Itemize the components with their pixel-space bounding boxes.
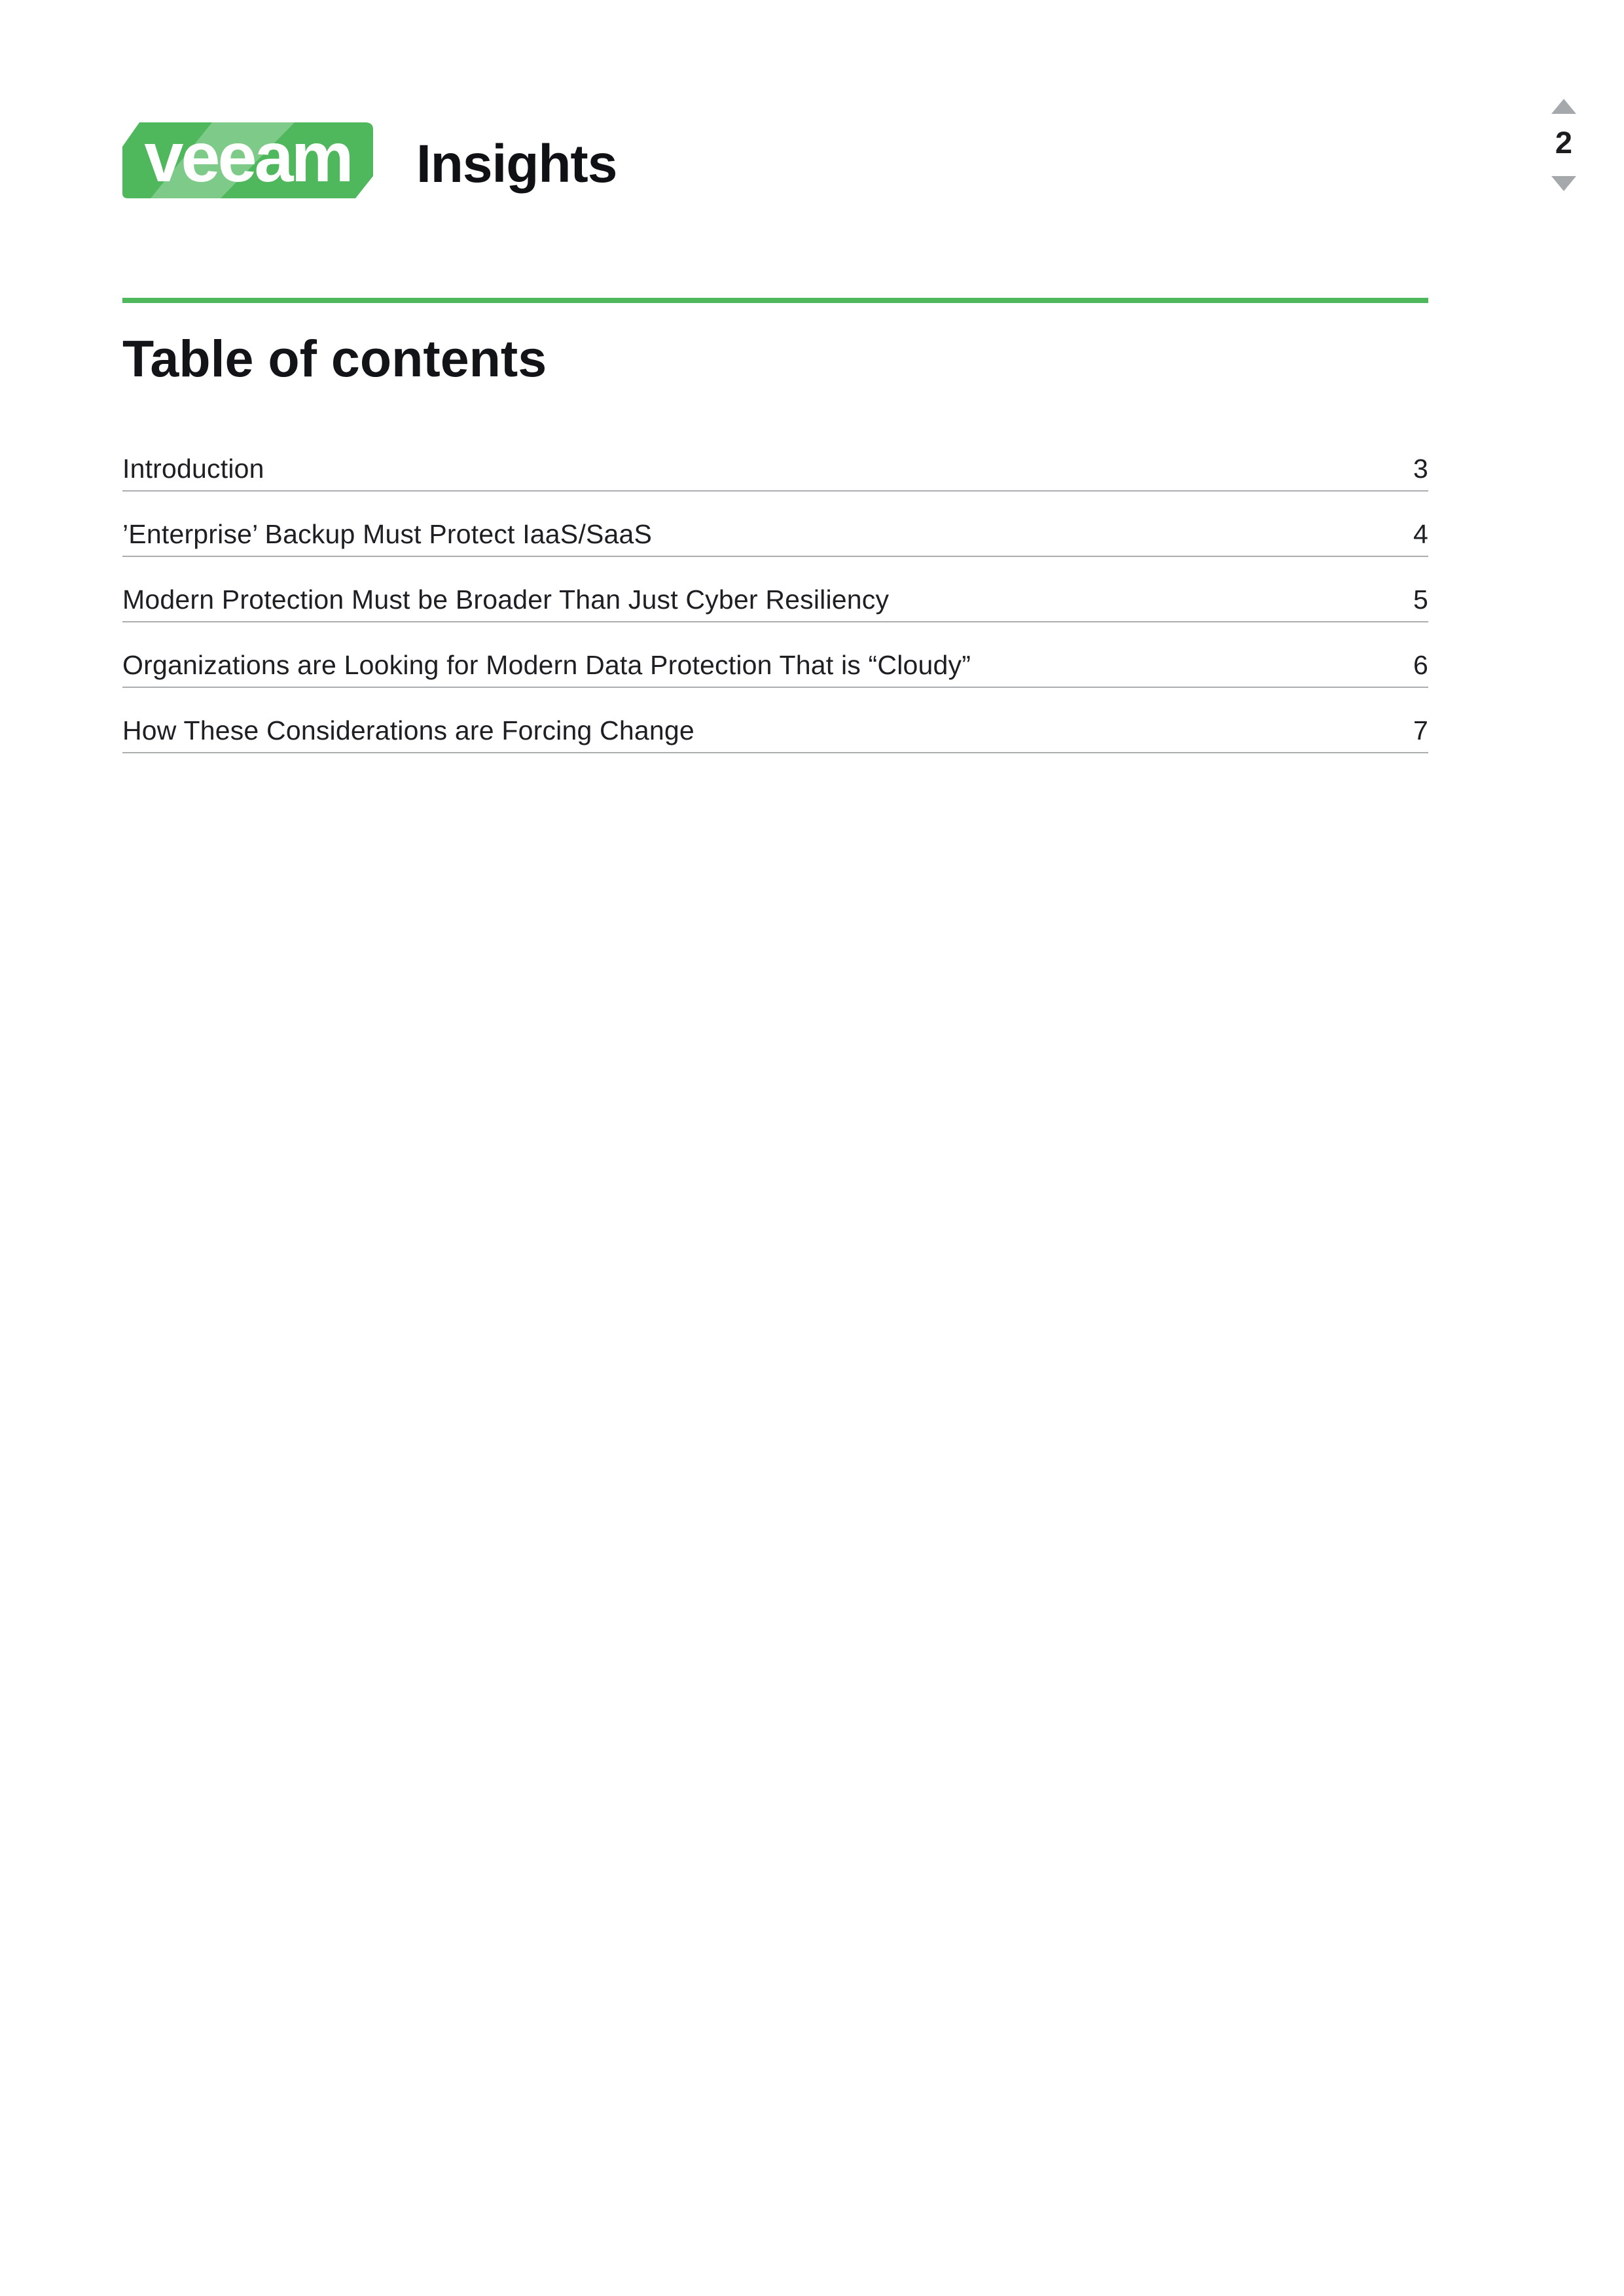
toc-divider [122, 490, 1428, 492]
toc-entry[interactable] [122, 517, 1428, 551]
toc-entry-label: Introduction [122, 453, 264, 484]
veeam-logo-wordmark: veeam [144, 117, 352, 196]
toc-entry-page-number: 7 [1413, 715, 1428, 745]
toc-divider [122, 556, 1428, 557]
toc-entry[interactable] [122, 713, 1428, 747]
toc-entry-label: Organizations are Looking for Modern Data Protection That is “Cloudy” [122, 649, 971, 680]
page-title: Table of contents [122, 329, 547, 387]
toc-entry-page-number: 4 [1413, 518, 1428, 549]
toc-entry-label: Modern Protection Must be Broader Than Just Cyber Resiliency [122, 584, 890, 615]
header-rule [122, 298, 1428, 303]
toc-entry-page-number: 6 [1413, 649, 1428, 680]
veeam-logo [122, 117, 373, 198]
toc-entry[interactable] [122, 583, 1428, 617]
product-name-label: Insights [416, 134, 617, 194]
toc-entry-page-number: 3 [1413, 453, 1428, 484]
toc-entry-label: ’Enterprise’ Backup Must Protect IaaS/SaaS [122, 518, 653, 549]
page-up-icon[interactable] [1551, 99, 1576, 114]
toc-entry[interactable] [122, 452, 1428, 486]
toc-divider [122, 621, 1428, 622]
toc-divider [122, 687, 1428, 688]
toc-divider [122, 752, 1428, 753]
toc-entry[interactable] [122, 648, 1428, 682]
page-number: 2 [1555, 125, 1573, 160]
toc-entry-page-number: 5 [1413, 584, 1428, 615]
page-down-icon[interactable] [1551, 176, 1576, 191]
toc-entry-label: How These Considerations are Forcing Change [122, 715, 695, 745]
